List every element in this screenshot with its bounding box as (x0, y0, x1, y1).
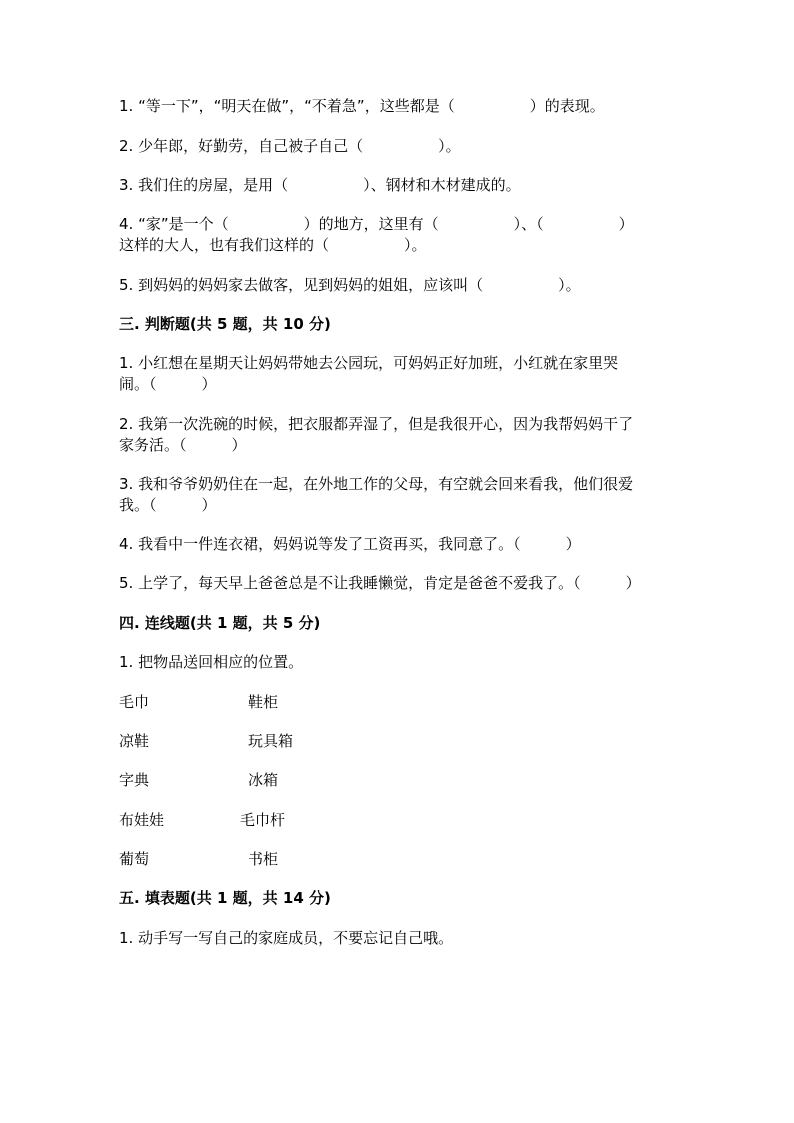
fill-blank-q1: 1. “等一下”，“明天在做”，“不着急”，这些都是（ ）的表现。 (119, 97, 605, 115)
judge-q3-line1: 3. 我和爷爷奶奶住在一起，在外地工作的父母，有空就会回来看我，他们很爱 (119, 475, 634, 493)
judge-heading: 三. 判断题(共 5 题，共 10 分) (119, 315, 331, 333)
judge-q5: 5. 上学了，每天早上爸爸总是不让我睡懒觉，肯定是爸爸不爱我了。（ ） (119, 574, 641, 592)
judge-q4: 4. 我看中一件连衣裙，妈妈说等发了工资再买，我同意了。（ ） (119, 535, 581, 553)
matching-right-item: 书柜 (248, 850, 279, 868)
matching-question: 1. 把物品送回相应的位置。 (119, 653, 304, 671)
judge-q1-line2: 闹。（ ） (119, 375, 217, 393)
matching-left-item: 字典 (119, 771, 150, 789)
matching-left-item: 凉鞋 (119, 732, 150, 750)
judge-q2-line1: 2. 我第一次洗碗的时候，把衣服都弄湿了，但是我很开心，因为我帮妈妈干了 (119, 415, 634, 433)
matching-right-item: 玩具箱 (248, 732, 294, 750)
matching-left-item: 葡萄 (119, 850, 150, 868)
fill-blank-q3: 3. 我们住的房屋，是用（ ）、钢材和木材建成的。 (119, 176, 521, 194)
matching-right-item: 鞋柜 (248, 693, 279, 711)
matching-left-item: 布娃娃 (119, 811, 165, 829)
table-section-question: 1. 动手写一写自己的家庭成员，不要忘记自己哦。 (119, 929, 454, 947)
matching-heading: 四. 连线题(共 1 题，共 5 分) (119, 614, 321, 632)
matching-right-item: 毛巾杆 (240, 811, 286, 829)
judge-q3-line2: 我。（ ） (119, 496, 217, 514)
fill-blank-q4-line1: 4. “家”是一个（ ）的地方，这里有（ ）、（ ） (119, 215, 634, 233)
fill-blank-q5: 5. 到妈妈的妈妈家去做客，见到妈妈的姐姐，应该叫（ ）。 (119, 276, 581, 294)
fill-blank-q4-line2: 这样的大人，也有我们这样的（ ）。 (119, 236, 427, 254)
table-section-heading: 五. 填表题(共 1 题，共 14 分) (119, 889, 331, 907)
matching-left-item: 毛巾 (119, 693, 150, 711)
judge-q2-line2: 家务活。（ ） (119, 436, 247, 454)
fill-blank-q2: 2. 少年郎，好勤劳，自己被子自己（ ）。 (119, 137, 461, 155)
judge-q1-line1: 1. 小红想在星期天让妈妈带她去公园玩，可妈妈正好加班，小红就在家里哭 (119, 354, 619, 372)
matching-right-item: 冰箱 (248, 771, 279, 789)
